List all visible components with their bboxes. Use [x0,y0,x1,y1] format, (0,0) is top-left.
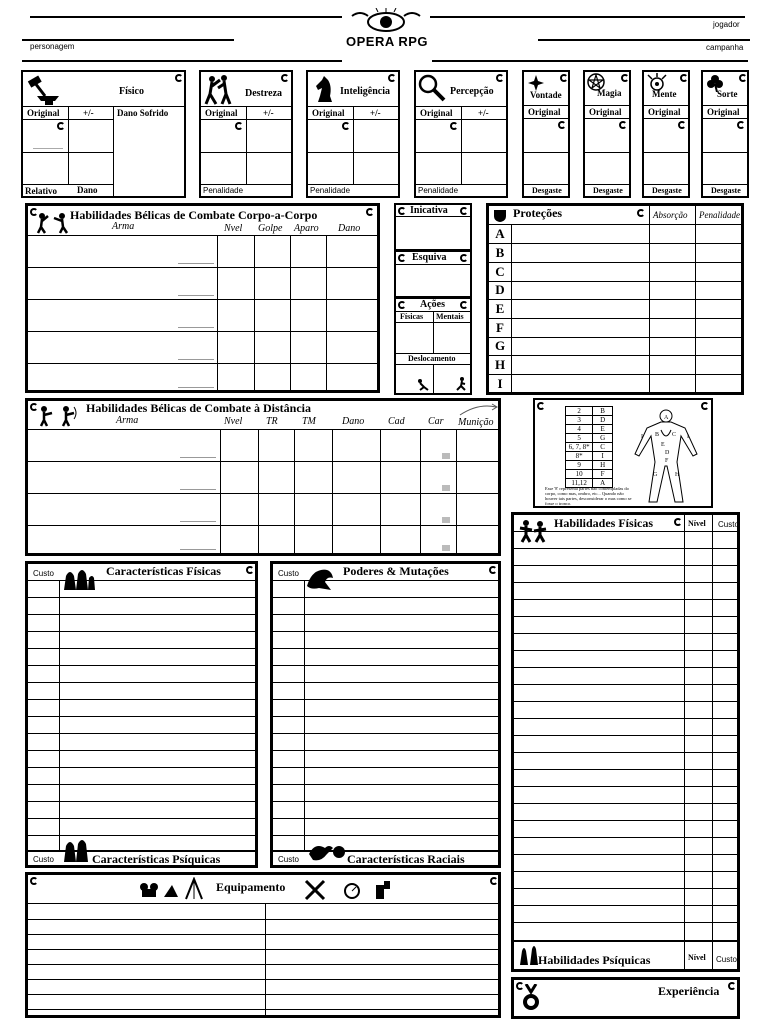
caract-fisicas-title: Características Físicas [106,564,221,578]
protecoes-absorcao: Absorção [653,210,688,220]
header-line-top-left [30,16,342,18]
beasts-icon [62,566,96,592]
protecao-row-label: F [496,320,504,335]
ruled-line[interactable] [28,979,500,980]
ruled-line[interactable] [514,718,739,719]
ruled-line[interactable] [514,684,739,685]
protecao-row-label: B [495,245,505,260]
ruled-line[interactable] [514,667,739,668]
campanha-label: campanha [706,43,744,52]
ruled-line[interactable] [273,750,500,751]
attr-fisico-mod: +/- [83,108,94,118]
ruled-line[interactable] [273,648,500,649]
caract-psiquicas-title: Características Psíquicas [92,852,221,866]
ruled-line[interactable] [28,716,257,717]
ruled-line[interactable] [28,682,257,683]
svg-text:F: F [665,458,669,464]
equipamento-title: Equipamento [216,880,286,894]
caract-psiquicas-custo: Custo [33,855,54,864]
attr-mente-name: Mente [652,89,677,99]
esquiva-box[interactable] [394,250,472,298]
attr-vontade-original: Original [528,107,561,117]
chess-knight-icon [312,74,336,104]
ranged-col-cad: Cad [388,416,405,427]
attr-magia-desgaste: Desgaste [593,186,623,195]
poderes-section [270,561,501,868]
attr-vontade-desgaste: Desgaste [532,186,562,195]
svg-text:B: B [655,432,660,438]
attr-magia-box [583,70,631,198]
attr-fisico-dano: Dano [77,185,98,195]
ruled-line[interactable] [273,818,500,819]
ranged-title: Habilidades Bélicas de Combate à Distância [86,401,312,415]
robed-figures-icon [62,836,90,864]
jogador-label: jogador [713,20,740,29]
ruled-line[interactable] [514,888,739,889]
acrobat-icon [204,74,232,106]
ruled-line[interactable] [28,767,257,768]
ruled-line[interactable] [514,769,739,770]
experiencia-title: Experiência [658,984,720,998]
attr-destreza-penalidade: Penalidade [203,186,244,195]
ruled-line[interactable] [273,801,500,802]
attr-destreza-name: Destreza [245,88,283,99]
gear-icons-right [304,879,394,901]
ruled-line[interactable] [273,631,500,632]
experiencia-section[interactable] [511,977,740,1019]
ruled-line[interactable] [28,994,500,995]
svg-text:I: I [641,434,643,440]
ruled-line[interactable] [514,752,739,753]
melee-title: Habilidades Bélicas de Combate Corpo-a-Corpo [70,208,318,222]
attr-destreza-original: Original [205,108,238,118]
dragon-icon [305,566,335,592]
esquiva-label: Esquiva [412,252,447,263]
ruled-line[interactable] [514,548,739,549]
attr-sorte-name: Sorte [717,89,738,99]
ruled-line[interactable] [28,631,257,632]
melee-col-golpe: Golpe [258,223,283,234]
svg-text:H: H [675,472,680,478]
svg-text:D: D [665,450,670,456]
caract-fisicas-custo: Custo [33,569,54,578]
ruled-line[interactable] [273,682,500,683]
gear-icons-left [138,877,214,901]
attr-mente-original: Original [648,107,681,117]
hammer-anvil-icon [25,74,61,106]
creatures-icon [307,840,347,864]
attr-fisico-name: Físico [119,86,144,97]
body-diagram-icon [627,406,705,506]
acoes-label: Ações [420,299,445,310]
hab-fisicas-title: Habilidades Físicas [554,516,654,530]
ruled-line[interactable] [28,614,257,615]
ruled-line[interactable] [514,905,739,906]
ranged-col-car: Car [428,416,444,427]
ranged-col-nvel: Nvel [224,416,243,427]
protecao-row-label: G [494,338,506,353]
melee-col-aparo: Aparo [294,223,319,234]
protecao-row-label: H [494,357,506,372]
melee-col-arma: Arma [112,221,135,232]
attr-fisico-dano-sofrido: Dano Sofrido [117,108,169,118]
ruled-line[interactable] [28,699,257,700]
ruled-line[interactable] [28,949,500,950]
ruled-line[interactable] [28,733,257,734]
ruled-line[interactable] [514,922,739,923]
protecoes-penalidade: Penalidade [699,210,740,220]
svg-text:C: C [672,432,677,438]
ruled-line[interactable] [514,582,739,583]
ruled-line[interactable] [514,650,739,651]
ruled-line[interactable] [28,835,257,836]
magnifier-icon [418,74,446,102]
ruled-line[interactable] [28,665,257,666]
protecao-row-label: C [495,264,505,279]
archers-icon [38,405,78,427]
hab-psiquicas-custo: Custo [716,955,737,964]
attr-sorte-desgaste: Desgaste [711,186,741,195]
iniciativa-label: Inicativa [410,205,448,216]
attr-magia-original: Original [589,107,622,117]
hit-table-note: Esse '8' representa partes não contempladas do corpo, como mas, ombro, etc... Quando não houver tais partes, desconsiderar o mas como se fosse o tronco. [545,486,632,506]
ruled-line[interactable] [514,701,739,702]
acoes-box [394,297,472,395]
personagem-line[interactable] [22,39,234,41]
svg-text:G: G [653,472,658,478]
ruled-line[interactable] [28,1009,500,1010]
deslocamento-label: Deslocamento [408,354,456,363]
ruled-line[interactable] [514,599,739,600]
personagem-label: personagem [30,42,75,51]
campanha-line[interactable] [538,39,750,41]
ruled-line[interactable] [514,633,739,634]
melee-section [25,203,380,393]
attr-percepcao-box [414,70,508,198]
attr-magia-name: Magia [597,88,622,98]
ruled-line[interactable] [28,934,500,935]
hab-psiquicas-title: Habilidades Psíquicas [538,953,651,967]
header-line-top-right [430,16,745,18]
ruled-line[interactable] [28,597,257,598]
protecoes-section [486,203,744,395]
attr-inteligencia-original: Original [312,108,345,118]
ranged-section [25,398,501,556]
ruled-line[interactable] [28,750,257,751]
hab-fisicas-custo: Custo [718,520,739,529]
attr-destreza-box [199,70,293,198]
ruled-line[interactable] [514,820,739,821]
ruled-line[interactable] [273,665,500,666]
attr-vontade-name: Vontade [530,90,562,100]
ranged-col-arma: Arma [116,415,139,426]
ruled-line[interactable] [514,786,739,787]
iniciativa-box[interactable] [394,203,472,251]
attr-mente-desgaste: Desgaste [652,186,682,195]
attr-sorte-original: Original [707,107,740,117]
caract-fisicas-section [25,561,258,868]
ruled-line[interactable] [28,919,500,920]
protecao-row-label: E [495,301,505,316]
attr-percepcao-penalidade: Penalidade [418,186,459,195]
protecoes-title: Proteções [513,206,563,220]
svg-text:I: I [687,434,689,440]
ranged-col-dano: Dano [342,416,365,427]
ruled-line[interactable] [514,803,739,804]
ruled-line[interactable] [273,716,500,717]
acoes-mentais-label: Mentais [436,312,464,321]
ruled-line[interactable] [514,565,739,566]
attr-inteligencia-box [306,70,400,198]
logo-text: OPERA RPG [346,34,429,49]
hooded-figures-icon [518,943,540,965]
caract-raciais-custo: Custo [278,855,299,864]
eye-logo-icon [350,8,422,34]
hab-fisicas-section [511,512,740,972]
attr-fisico-relativo: Relativo [25,186,57,196]
attr-vontade-box [522,70,570,198]
ruled-line[interactable] [514,854,739,855]
ruled-line[interactable] [273,699,500,700]
svg-text:E: E [661,442,665,448]
header-line-bottom-left [22,60,342,62]
attr-inteligencia-name: Inteligência [340,86,390,97]
ruled-line[interactable] [28,964,500,965]
acoes-fisicas-label: Físicas [400,312,424,321]
ruled-line[interactable] [514,735,739,736]
ruled-line[interactable] [28,801,257,802]
protecao-row-label: A [495,226,505,241]
svg-text:A: A [664,415,669,421]
attr-inteligencia-penalidade: Penalidade [310,186,351,195]
ruled-line[interactable] [514,871,739,872]
attr-percepcao-name: Percepção [450,86,494,97]
hit-location-table: 2 B 3 D 4 E 5 G 6, 7, 8* C 8* I 9 H 10 F 11,12 A [565,406,613,488]
crawling-figure-icon [416,377,430,391]
medal-icon [520,984,542,1014]
attr-fisico-original: Original [27,108,60,118]
ruled-line[interactable] [273,597,500,598]
ruled-line[interactable] [28,784,257,785]
caract-raciais-title: Características Raciais [347,852,465,866]
ruled-line[interactable] [273,835,500,836]
swordsmen-icon [36,212,72,234]
attr-percepcao-mod: +/- [478,108,489,118]
ruled-line[interactable] [28,648,257,649]
ranged-col-tr: TR [266,416,278,427]
hit-location-box [533,398,713,508]
ruled-line[interactable] [273,784,500,785]
hab-psiquicas-nivel: Nível [688,953,706,962]
attr-destreza-mod: +/- [263,108,274,118]
ranged-col-municao: Munição [458,417,494,428]
header-line-bottom-right [432,60,748,62]
attr-inteligencia-mod: +/- [370,108,381,118]
ruled-line[interactable] [28,818,257,819]
attr-fisico-box [21,70,186,198]
ruled-line[interactable] [273,733,500,734]
attr-sorte-box [701,70,749,198]
ruled-line[interactable] [514,616,739,617]
hab-fisicas-nivel: Nível [688,519,706,528]
equipamento-section [25,872,501,1018]
attr-mente-box [642,70,690,198]
poderes-title: Poderes & Mutações [343,564,449,578]
ruled-line[interactable] [514,837,739,838]
melee-col-nvel: Nvel [224,223,243,234]
running-figure-icon [454,377,468,391]
poderes-custo: Custo [278,569,299,578]
ranged-col-tm: TM [302,416,316,427]
attr-percepcao-original: Original [420,108,453,118]
shield-icon [493,209,507,223]
ruled-line[interactable] [273,614,500,615]
ruled-line[interactable] [273,767,500,768]
protecao-row-label: D [495,282,505,297]
protecao-row-label: I [497,376,503,391]
melee-col-dano: Dano [338,223,361,234]
